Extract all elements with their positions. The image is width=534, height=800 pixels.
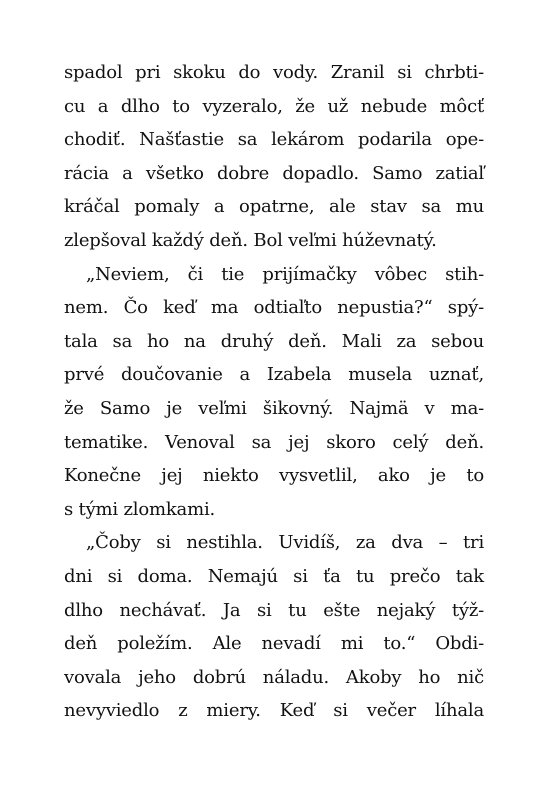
paragraph-first-line: „Neviem, či tie prijímačky vôbec stih- — [86, 263, 484, 285]
text-line: zlepšoval každý deň. Bol veľmi húževnatý. — [64, 229, 437, 251]
text-line: Konečne jej niekto vysvetlil, ako je to — [64, 465, 484, 487]
paragraph-first-line: „Čoby si nestihla. Uvidíš, za dva – tri — [86, 532, 484, 554]
text-line: kráčal pomaly a opatrne, ale stav sa mu — [64, 196, 484, 218]
text-line: tala sa ho na druhý deň. Mali za sebou — [64, 330, 484, 352]
text-line: spadol pri skoku do vody. Zranil si chrbti- — [64, 62, 484, 83]
text-line: nevyviedlo z miery. Keď si večer líhala — [64, 700, 484, 722]
text-line: vovala jeho dobrú náladu. Akoby ho nič — [64, 666, 484, 688]
text-line: cu a dlho to vyzeralo, že už nebude môcť — [64, 95, 484, 117]
body-text — [64, 56, 484, 728]
text-line: s tými zlomkami. — [64, 498, 216, 520]
text-line: dlho nechávať. Ja si tu ešte nejaký týž- — [64, 599, 484, 621]
text-line: nem. Čo keď ma odtiaľto nepustia?“ spý- — [64, 297, 484, 319]
text-line: tematike. Venoval sa jej skoro celý deň. — [64, 431, 484, 453]
text-line: chodiť. Našťastie sa lekárom podarila ope- — [64, 129, 484, 151]
text-line: rácia a všetko dobre dopadlo. Samo zatiaľ — [64, 162, 484, 184]
text-line: deň poležím. Ale nevadí mi to.“ Obdi- — [64, 633, 484, 655]
text-line: dni si doma. Nemajú si ťa tu prečo tak — [64, 565, 484, 587]
text-line: prvé doučovanie a Izabela musela uznať, — [64, 364, 484, 386]
text-line: že Samo je veľmi šikovný. Najmä v ma- — [64, 397, 484, 419]
